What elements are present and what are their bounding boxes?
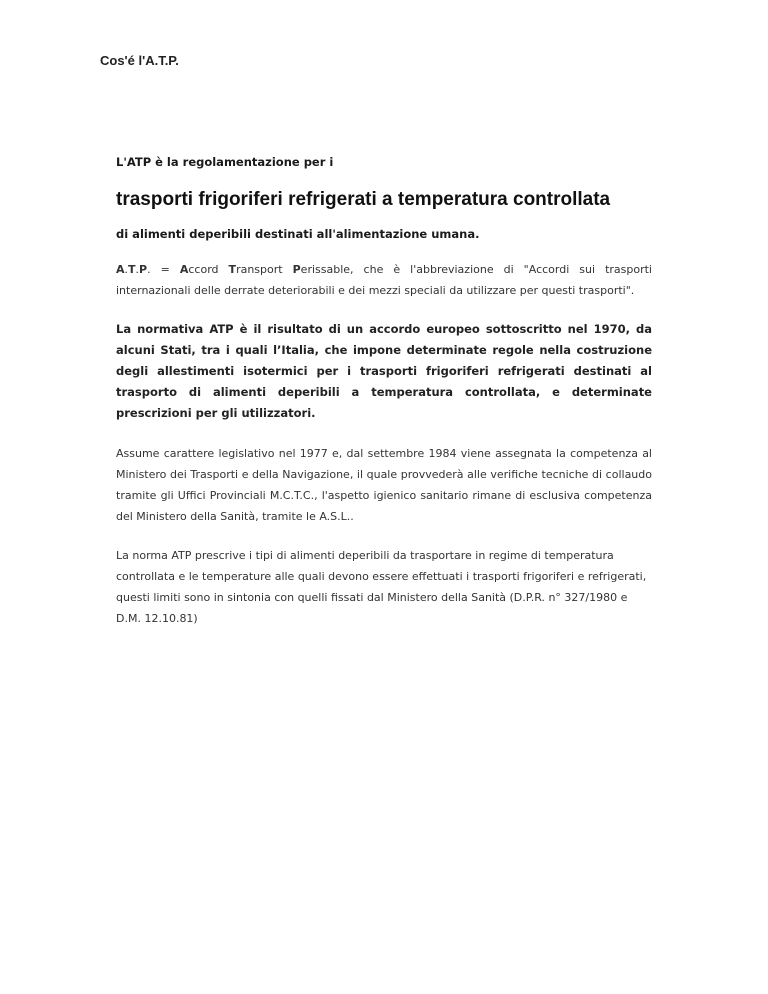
norm-paragraph: La norma ATP prescrive i tipi di alimenti deperibili da trasportare in regime di temperatura controllata e le temperature alle quali devono essere effettuati i trasporti frigoriferi e refrigerati, questi limiti sono in sintonia con quelli fissati dal Ministero della Sanità (D.P.R. n° 327/1980 e D.M. 12.10.81) (116, 549, 647, 625)
acronym-dot: . (135, 263, 140, 276)
word-accord-initial: A (179, 263, 189, 276)
acronym-letter-a: A (116, 263, 125, 276)
acronym-explanation: , che è l'abbreviazione di "Accordi sui trasporti internazionali delle derrate deteriorabili e dei mezzi speciali da utilizzare per questi trasporti". (116, 263, 652, 297)
regulation-paragraph: La normativa ATP è il risultato di un accordo europeo sottoscritto nel 1970, da alcuni Stati, tra i quali l’Italia, che impone determinate regole nella costruzione degli allestimenti isotermici per i trasporti frigoriferi refrigerati destinati al trasporto di alimenti deperibili a temperatura controllata, e determinate prescrizioni per gli utilizzatori. (116, 322, 652, 420)
word-transport-rest: ransport (236, 263, 293, 276)
headline: trasporti frigoriferi refrigerati a temperatura controllata (116, 189, 611, 210)
word-perissable-rest: erissable (300, 263, 351, 276)
article-body (116, 155, 652, 647)
acronym-letter-p: P (139, 263, 148, 276)
subheading: di alimenti deperibili destinati all'alimentazione umana. (116, 227, 480, 241)
word-accord-rest: ccord (188, 263, 229, 276)
acronym-paragraph (116, 259, 652, 301)
acronym-dot: . (124, 263, 129, 276)
word-transport-initial: T (228, 263, 237, 276)
intro-text: L'ATP è la regolamentazione per i (116, 155, 334, 169)
acronym-equals: . = (147, 263, 180, 276)
acronym-letter-t: T (128, 263, 136, 276)
legislation-paragraph: Assume carattere legislativo nel 1977 e, dal settembre 1984 viene assegnata la competenza al Ministero dei Trasporti e della Navigazione, il quale provvederà alle verifiche tecniche di collaudo tramite gli Uffici Provinciali M.C.T.C., l'aspetto igienico sanitario rimane di esclusiva competenza del Ministero della Sanità, tramite le A.S.L.. (116, 447, 652, 523)
word-perissable-initial: P (292, 263, 301, 276)
page-title: Cos'é l'A.T.P. (100, 53, 179, 68)
